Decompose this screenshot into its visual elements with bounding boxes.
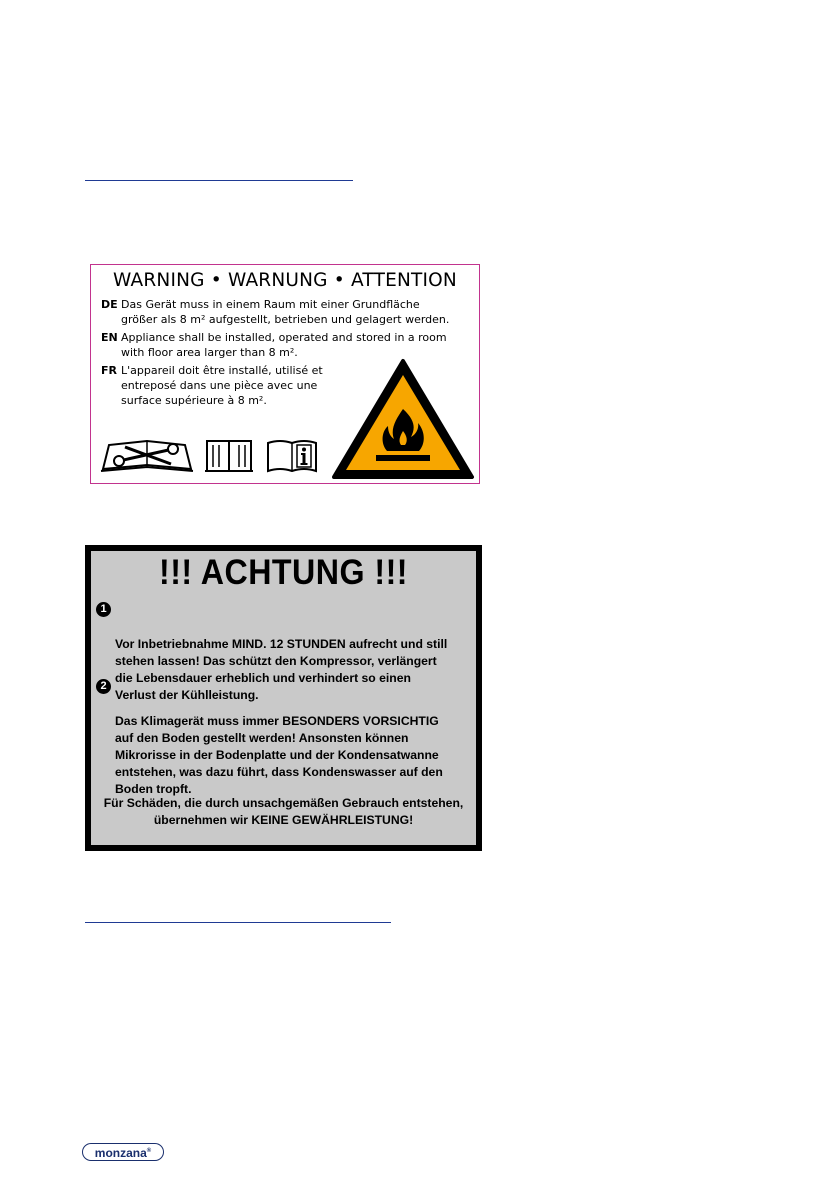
language-text-en: Appliance shall be installed, operated and stored in a room with floor area larger than 8 m². [121,331,447,359]
warning-text-fr [101,363,341,408]
achtung-title: !!! ACHTUNG !!! [159,553,408,592]
item-text-1: Vor Inbetriebnahme MIND. 12 STUNDEN aufrecht und still stehen lassen! Das schützt den Kompressor, verlängert die Lebensdauer erheblich und verhindert so einen Verlust der Kühlleistung. [115,637,448,702]
language-code-de: DE [101,298,118,311]
item-number-2: 2 [96,679,111,694]
warning-text-de [101,297,481,327]
item-text-2: Das Klimagerät muss immer BESONDERS VORSICHTIG auf den Boden gestellt werden! Ansonsten können Mikrorisse in der Bodenplatte und der Kondensatwanne entstehen, was dazu führt, dass Kondenswasser auf den Boden tropft. [115,714,443,796]
item-number-1: 1 [96,602,111,617]
warning-label [90,264,480,484]
info-book-icon [264,437,320,475]
achtung-footer: Für Schäden, die durch unsachgemäßen Gebrauch entstehen, übernehmen wir KEINE GEWÄHRLEISTUNG! [103,796,464,827]
logo-registered-mark: ® [146,1148,152,1154]
manual-wrench-icon [99,437,195,475]
open-book-icon [203,437,255,475]
warning-text-en [101,330,481,360]
monzana-logo [82,1143,164,1161]
divider-top [85,180,353,181]
language-code-fr: FR [101,364,117,377]
logo-text: monzana [94,1146,147,1160]
language-text-de: Das Gerät muss in einem Raum mit einer Grundfläche größer als 8 m² aufgestellt, betrieben und gelagert werden. [121,298,450,326]
warning-title: WARNING • WARNUNG • ATTENTION [113,270,457,291]
divider-bottom [85,922,391,923]
language-text-fr: L'appareil doit être installé, utilisé et entreposé dans une pièce avec une surface supérieure à 8 m². [121,364,323,407]
flammable-warning-icon [330,357,476,481]
achtung-label [85,545,482,851]
language-code-en: EN [101,331,118,344]
